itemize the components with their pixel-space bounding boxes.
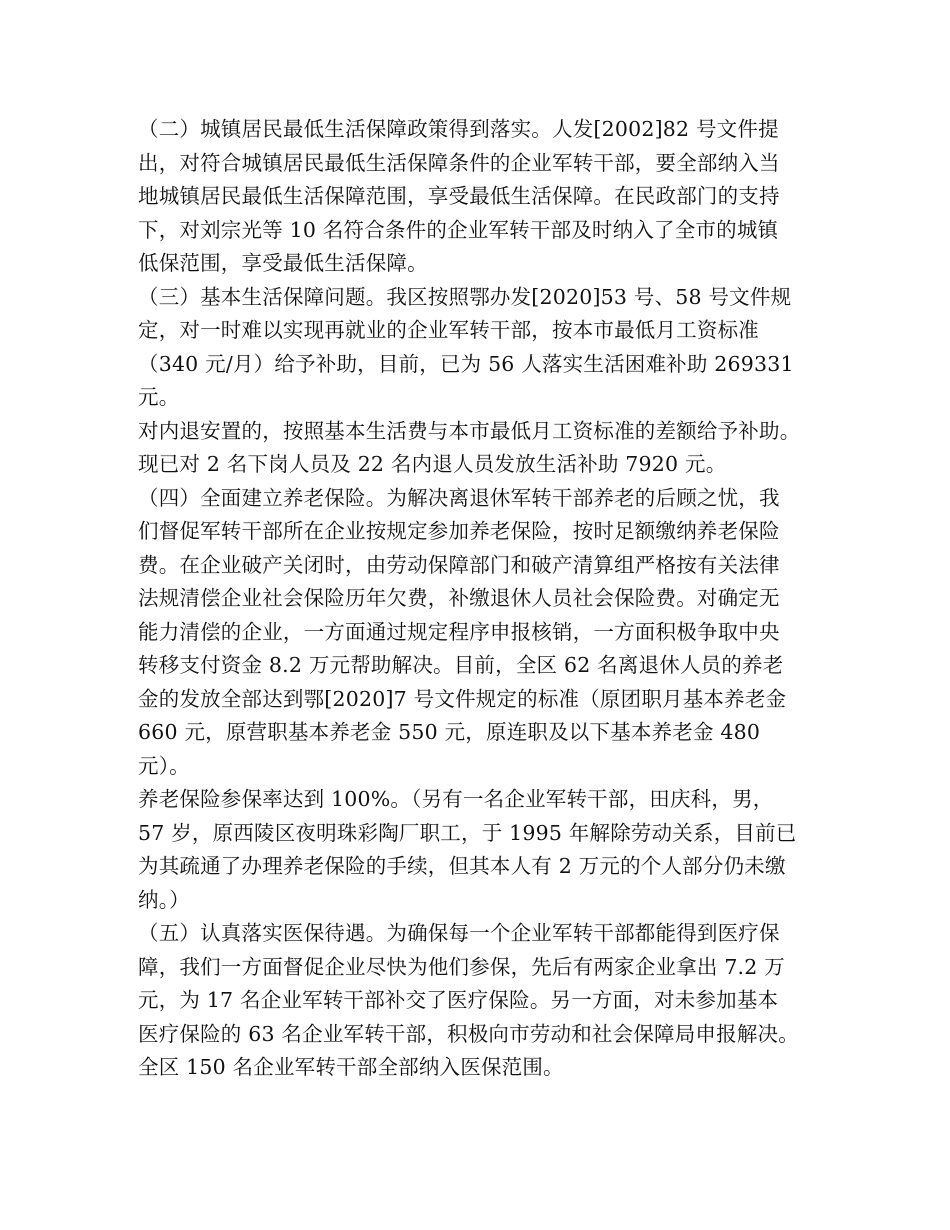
section-three (138, 281, 818, 482)
text-line: 医疗保险的 63 名企业军转干部，积极向市劳动和社会保障局申报解决。 (138, 1021, 799, 1046)
text-line: 元，为 17 名企业军转干部补交了医疗保险。另一方面，对未参加基本 (138, 988, 779, 1012)
text-line: 能力清偿的企业，一方面通过规定程序申报核销，一方面积极争取中央 (138, 619, 780, 644)
text-line: 转移支付资金 8.2 万元帮助解决。目前，全区 62 名离退休人员的养老 (138, 653, 784, 677)
document-page (138, 113, 818, 1085)
text-line: 金的发放全部达到鄂[2020]7 号文件规定的标准（原团职月基本养老金 (138, 686, 787, 711)
text-line: （三）基本生活保障问题。我区按照鄂办发[2020]53 号、58 号文件规 (138, 284, 792, 309)
text-line: 57 岁，原西陵区夜明珠彩陶厂职工，于 1995 年解除劳动关系，目前已 (138, 820, 797, 845)
text-line: （340 元/月）给予补助，目前，已为 56 人落实生活困难补助 269331 元。 (138, 351, 801, 409)
text-line: 地城镇居民最低生活保障范围，享受最低生活保障。在民政部门的支持 (138, 184, 780, 208)
text-line: 法规清偿企业社会保险历年欠费，补缴退休人员社会保险费。对确定无 (138, 586, 780, 610)
text-line: 们督促军转干部所在企业按规定参加养老保险，按时足额缴纳养老保险 (138, 519, 780, 543)
text-line: 定，对一时难以实现再就业的企业军转干部，按本市最低月工资标准 (138, 318, 759, 342)
section-two (138, 113, 818, 281)
text-line: 660 元，原营职基本养老金 550 元，原连职及以下基本养老金 480 元）。 (138, 720, 767, 778)
text-line: 低保范围，享受最低生活保障。 (138, 251, 428, 275)
text-line: 下，对刘宗光等 10 名符合条件的企业军转干部及时纳入了全市的城镇 (138, 217, 779, 242)
text-line: 对内退安置的，按照基本生活费与本市最低月工资标准的差额给予补助。 (138, 418, 801, 443)
text-line: （二）城镇居民最低生活保障政策得到落实。人发[2002]82 号文件提 (138, 117, 779, 141)
section-five (138, 917, 818, 1085)
text-line: 现已对 2 名下岗人员及 22 名内退人员发放生活补助 7920 元。 (138, 452, 727, 476)
text-line: 出，对符合城镇居民最低生活保障条件的企业军转干部，要全部纳入当 (138, 150, 780, 175)
text-line: （五）认真落实医保待遇。为确保每一个企业军转干部都能得到医疗保 (138, 921, 780, 945)
text-line: 纳。） (138, 887, 190, 912)
text-line: 费。在企业破产关闭时，由劳动保障部门和破产清算组严格按有关法律 (138, 552, 780, 577)
section-four (138, 482, 818, 918)
text-line: 障，我们一方面督促企业尽快为他们参保，先后有两家企业拿出 7.2 万 (138, 954, 785, 979)
text-line: 为其疏通了办理养老保险的手续，但其本人有 2 万元的个人部分仍未缴 (138, 854, 786, 878)
text-line: 全区 150 名企业军转干部全部纳入医保范围。 (138, 1055, 564, 1079)
text-line: 养老保险参保率达到 100%。（另有一名企业军转干部，田庆科，男， (138, 787, 774, 811)
text-line: （四）全面建立养老保险。为解决离退休军转干部养老的后顾之忧，我 (138, 485, 780, 510)
